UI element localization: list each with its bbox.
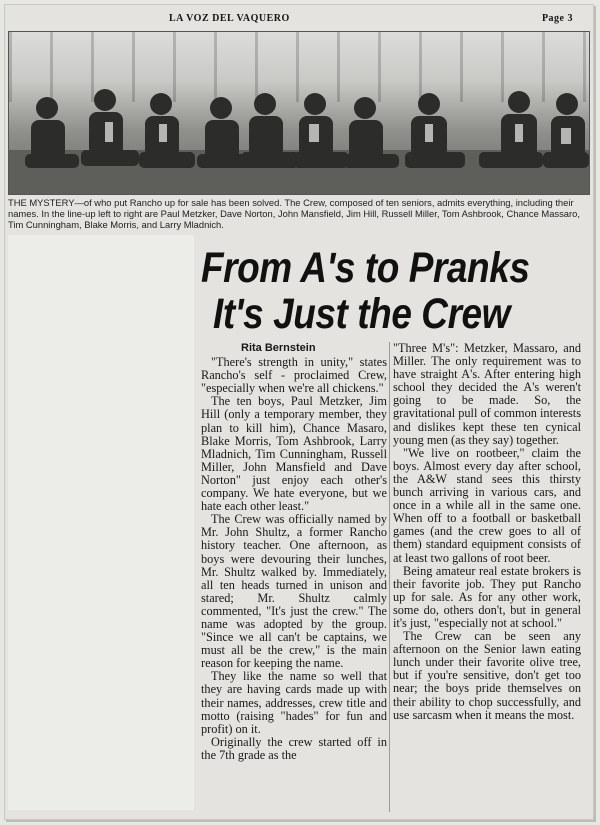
headline-line-2: It's Just the Crew	[213, 290, 511, 338]
paragraph: "There's strength in unity," states Rancho's self - proclaimed Crew, "especially when we're all chickens."	[201, 355, 387, 396]
article-headline	[201, 245, 536, 337]
column-divider	[389, 342, 390, 812]
masthead	[5, 11, 593, 27]
newspaper-page	[4, 4, 594, 820]
photo-caption: THE MYSTERY—of who put Rancho up for sale has been solved. The Crew, composed of ten seniors, admits everything, including their names. In the line-up left to right are Paul Metzker, Dave Norton, John Mansfield, Jim Hill, Russell Miller, Tom Ashbrook, Chance Massaro, Tim Cunningham, Blake Morris, and Larry Mladnich.	[8, 197, 580, 230]
paper-name: LA VOZ DEL VAQUERO	[169, 13, 290, 24]
paragraph: "We live on rootbeer," claim the boys. Almost every day after school, the A&W stand sees this thirsty bunch arriving in various cars, and once in a while all in the same one. When off to a football or basketball games (and the crew goes to all of them) standard equipment consists of at least two gallons of root beer.	[393, 445, 581, 565]
group-photo	[8, 31, 590, 195]
paragraph: The Crew can be seen any afternoon on the Senior lawn eating lunch under their favorite olive tree, but if you're sensitive, don't get too near; the boys pride themselves on their ability to chop successfully, and use sarcasm when it means the most.	[393, 629, 581, 722]
article-column-2	[393, 342, 581, 722]
headline-line-1: From A's to Pranks	[201, 244, 530, 292]
paragraph: The Crew was officially named by Mr. John Shultz, a former Rancho history teacher. One afternoon, as boys were devouring their lunches, Mr. Shultz walked by. Immediately, all ten heads turned in unison and stared; Mr. Shultz calmly commented, "It's just the crew." The name was adopted by the group. "Since we all can't be captains, we must all be the crew," is the main reason for keeping the name.	[201, 512, 387, 671]
paragraph: Being amateur real estate brokers is their favorite job. They put Rancho up for sale. As for any other work, some do, others don't, but in general it's just, "especially not at school."	[393, 563, 581, 630]
byline: Rita Bernstein	[241, 342, 316, 354]
article-column-1	[201, 342, 387, 762]
blank-left-column	[8, 235, 194, 810]
photo-figures	[9, 32, 589, 194]
paragraph: They like the name so well that they are having cards made up with their names, addresses, crew title and motto (raising "hades" for fun and profit) on it.	[201, 669, 387, 736]
paragraph: The ten boys, Paul Metzker, Jim Hill (only a temporary member, they plan to kill him), Chance Masaro, Blake Morris, Tom Ashbrook, Larry Mladnich, Tim Cunningham, Russell Miller, John Mansfield and Dave Norton" just enjoy each other's company. We hate everyone, but we hate each other least."	[201, 394, 387, 514]
paragraph: "Three M's": Metzker, Massaro, and Miller. The only requirement was to have straight A's. After entering high school they decided the A's weren't going to be made. So, the gravitational pull of common interests and dislikes kept these ten cynical young men (as they say) together.	[393, 341, 581, 447]
page-number: Page 3	[541, 13, 573, 24]
paragraph: Originally the crew started off in the 7th grade as the	[201, 734, 387, 762]
